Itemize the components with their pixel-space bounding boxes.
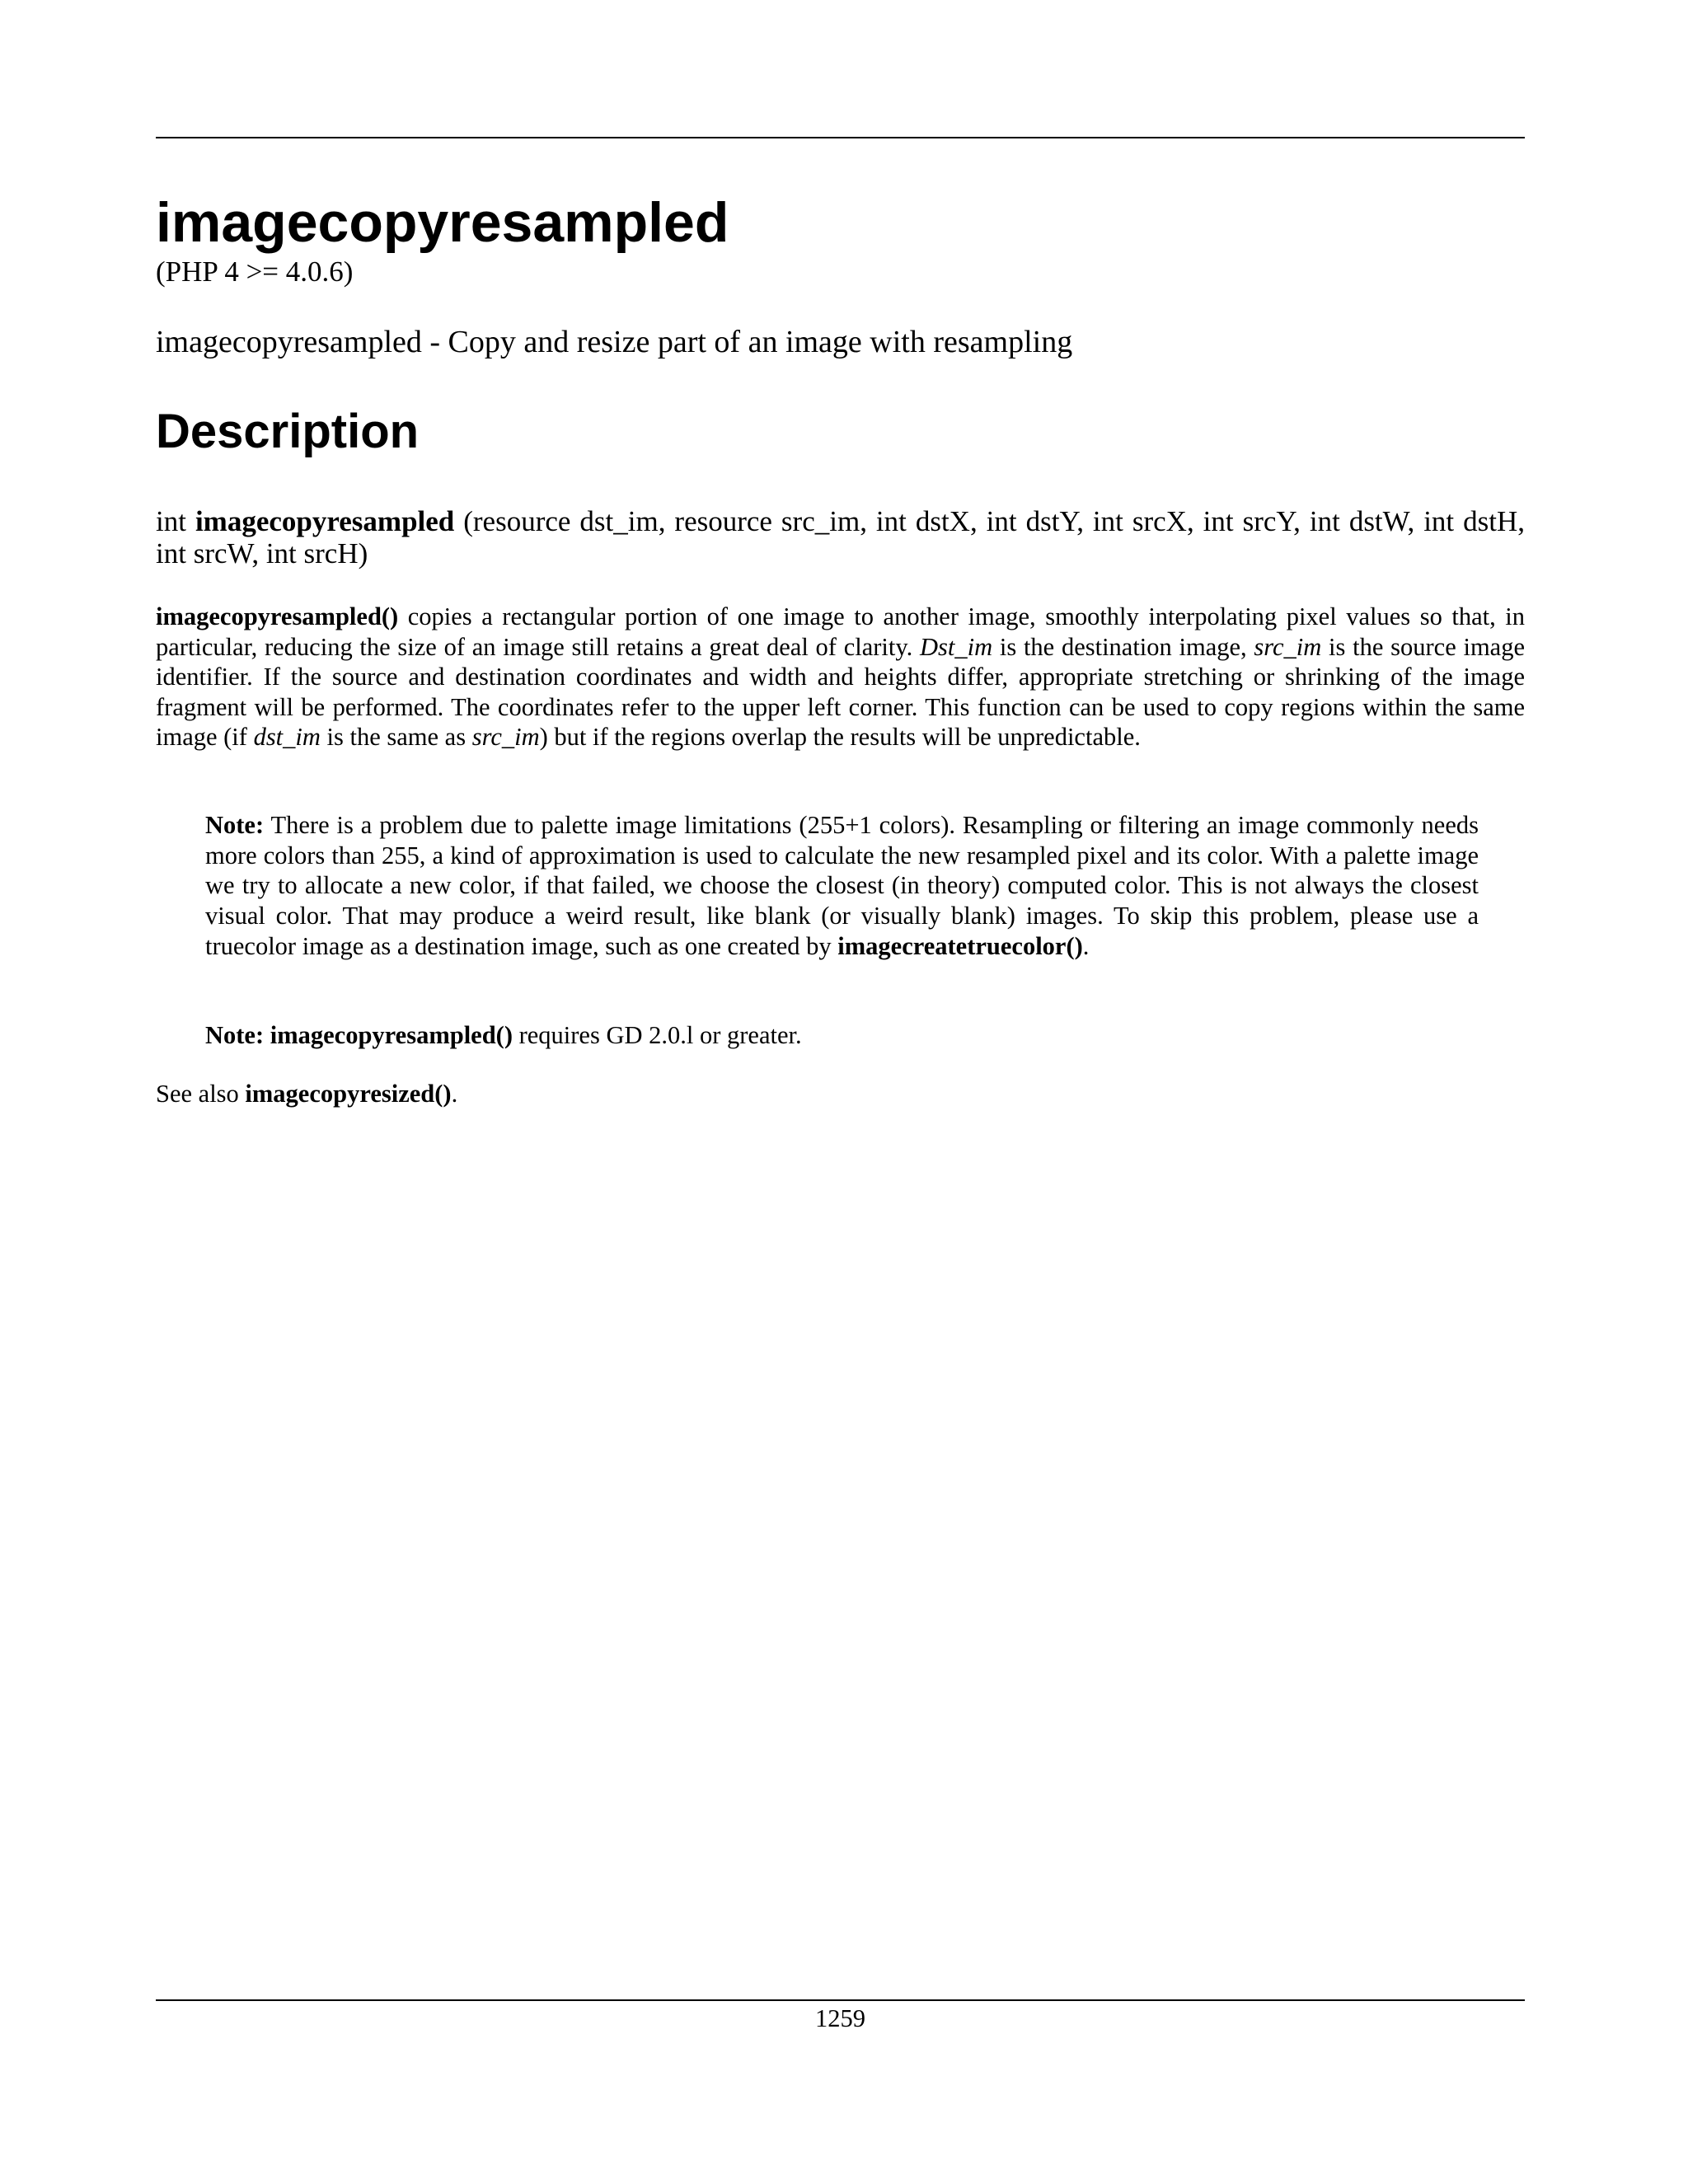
see-also-text: See also [156, 1080, 246, 1108]
paragraph-text: copies a rectangular portion of one image to another image, smoothly interpolating pixel values so that, in particular, reducing the size of an image still retains a great deal of clarity. [156, 602, 1525, 661]
param-dst-im-cap: Dst_im [920, 632, 993, 661]
param-src-im: src_im [471, 723, 540, 752]
refpurpose: Copy and resize part of an image with resampling [448, 325, 1073, 359]
note-text: There is a problem due to palette image limitations (255+1 colors). Resampling or filtering an image commonly needs more colors than 255, a kind of approximation is used to calculate the new resampled pixel and its color. With a palette image we try to allocate a new color, if that failed, we choose the closest (in theory) computed color. This is not always the closest visual color. That may produce a weird result, like blank (or visually blank) images. To skip this problem, please use a truecolor image as a destination image, such as one created by [205, 811, 1479, 960]
top-rule [156, 137, 1525, 138]
param-dst-im: dst_im [253, 723, 321, 752]
paragraph-text: is the destination image, [992, 632, 1254, 661]
refname: imagecopyresampled [156, 325, 422, 359]
link-imagecreatetruecolor[interactable]: imagecreatetruecolor() [837, 931, 1083, 960]
paragraph-text: is the source image identifier. If the source and destination coordinates and width and heights differ, appropriate stretching or shrinking of the image fragment will be performed. The coordinates refer to the upper left corner. This function can be used to copy regions within the same image (if [156, 632, 1525, 752]
function-reference: imagecopyresampled() [270, 1021, 513, 1049]
version-info: (PHP 4 >= 4.0.6) [156, 255, 354, 288]
note-end: . [1082, 931, 1090, 960]
note-label: Note: [205, 1021, 265, 1049]
note-gd-requirement [205, 1020, 1479, 1051]
description-paragraph [156, 602, 1525, 752]
synopsis-params: (resource dst_im, resource src_im, int dstX, int dstY, int srcX, int srcY, int dstW, int dstH, int srcW, int srcH) [156, 505, 1525, 569]
see-also-end: . [451, 1080, 458, 1108]
see-also [156, 1079, 457, 1109]
synopsis-return-type: int [156, 505, 195, 537]
note-text: requires GD 2.0.l or greater. [512, 1021, 802, 1049]
page-number: 1259 [815, 2004, 865, 2032]
page-title: imagecopyresampled [156, 191, 729, 254]
note-label: Note: [205, 811, 265, 839]
param-src-im: src_im [1254, 632, 1322, 661]
function-reference: imagecopyresampled() [156, 602, 399, 630]
function-synopsis [156, 505, 1525, 569]
paragraph-text: ) but if the regions overlap the results will be unpredictable. [539, 723, 1141, 752]
refpurpose-separator: - [421, 325, 448, 359]
link-imagecopyresized[interactable]: imagecopyresized() [245, 1080, 452, 1108]
synopsis-function-name: imagecopyresampled [195, 505, 455, 537]
note-palette-limitation [205, 810, 1479, 962]
bottom-rule [156, 1999, 1525, 2001]
paragraph-text: is the same as [320, 723, 472, 752]
description-heading: Description [156, 405, 420, 458]
refname-line [156, 322, 1072, 362]
